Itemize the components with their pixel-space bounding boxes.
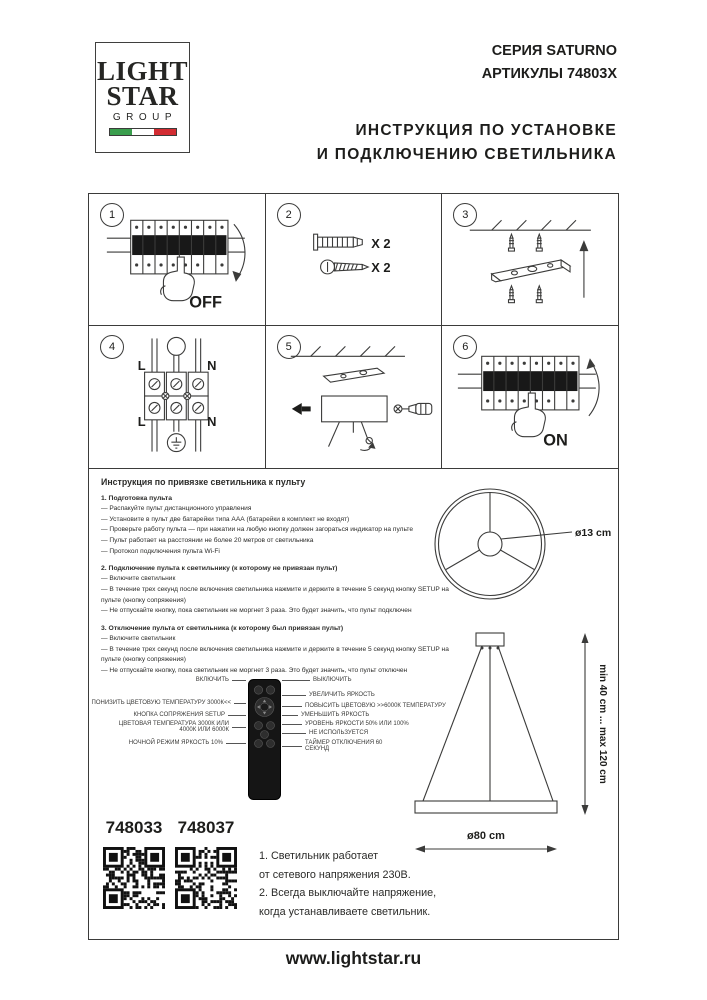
remote-label-unused: НЕ ИСПОЛЬЗУЕТСЯ [282, 730, 368, 736]
logo-word-light: LIGHT [96, 55, 189, 86]
remote-label-setup: КНОПКА СОПРЯЖЕНИЯ SETUP [133, 712, 246, 718]
panel-number: 2 [277, 203, 301, 227]
panel-5-canopy-mount [266, 326, 443, 468]
section-3-heading: 3. Отключение пульта от светильника (к которому был привязан пульт) [101, 625, 344, 633]
remote-label-power-off: ВЫКЛЮЧИТЬ [282, 677, 352, 683]
logo-word-star: STAR [106, 80, 179, 111]
wire-n-bot-label: N [207, 413, 217, 429]
brightness-level-button [267, 722, 275, 730]
dowel-qty-label: X 2 [370, 236, 391, 252]
panel-number: 1 [100, 203, 124, 227]
remote-label-brightness-down: УМЕНЬШИТЬ ЯРКОСТЬ [282, 712, 369, 718]
screwdriver-icon [394, 403, 432, 414]
panel-number: 6 [453, 335, 477, 359]
instruction-item: — Не отпускайте кнопку, пока светильник не моргнет 3 раза. Это будет значить, что пульт подключен [101, 607, 412, 615]
instruction-item: — В течение трех секунд после включения светильника нажмите и держите в течение 5 секунд кнопку SETUP на пульте (кнопку сопряжения) [101, 645, 449, 664]
panel-number: 3 [453, 203, 477, 227]
on-label: ON [543, 431, 569, 450]
grid-row-1 [89, 194, 618, 326]
lightstar-logo [95, 42, 190, 153]
diameter-80-label: ø80 cm [467, 830, 505, 842]
safety-warning [259, 847, 436, 921]
remote-label-brightness-up: УВЕЛИЧИТЬ ЯРКОСТЬ [282, 692, 375, 698]
instruction-item: — Протокол подключения пульта Wi-Fi [101, 547, 220, 555]
remote-label-lower-temp: ПОНИЗИТЬ ЦВЕТОВУЮ ТЕМПЕРАТУРУ 3000К<< [92, 700, 246, 706]
screw-up-icon [509, 286, 543, 303]
warning-line: 1. Светильник работает [259, 850, 379, 862]
remote-label-timer: ТАЙМЕР ОТКЛЮЧЕНИЯ 60 СЕКУНД [282, 740, 397, 752]
pendant-side-view-diagram [401, 621, 617, 863]
suspension-wires [328, 422, 367, 447]
diameter-13-label: ø13 cm [575, 527, 612, 539]
sheet-title-line2: И ПОДКЛЮЧЕНИЮ СВЕТИЛЬНИКА [316, 146, 617, 163]
lamp-top-view-diagram [424, 471, 617, 613]
panel-number: 5 [277, 335, 301, 359]
instruction-item: — Пульт работает на расстоянии не более 20 метров от светильника [101, 537, 314, 545]
night-mode-button [255, 740, 263, 748]
instruction-item: — Установите в пульт две батарейки типа ААА (батарейки в комплект не входят) [101, 515, 350, 523]
diameter-dimension [415, 830, 557, 853]
footer-url: www.lightstar.ru [285, 948, 422, 968]
warning-line: от сетевого напряжения 230В. [259, 868, 411, 881]
instruction-item: — Включите светильник [101, 575, 176, 583]
pairing-title: Инструкция по привязке светильника к пульту [101, 477, 306, 487]
warning-line: 2. Всегда выключайте напряжение, [259, 887, 437, 900]
timer-button [267, 740, 275, 748]
screw-qty-label: X 2 [370, 259, 391, 275]
instruction-item: — Включите светильник [101, 635, 176, 643]
setup-button [261, 703, 269, 711]
instruction-item: — Проверьте работу пульта — при нажатии на любую кнопку должен загораться индикатор на пульте [101, 526, 414, 534]
screw-up-icon [509, 234, 543, 251]
article-748037-label: 748037 [177, 818, 235, 837]
logo-word-group: GROUP [112, 112, 178, 124]
ground-symbol-icon [167, 434, 185, 452]
instruction-item: — Не отпускайте кнопку, пока светильник не моргнет 3 раза. Это будет значить, что пульт отключен [101, 667, 408, 675]
articles-title: АРТИКУЛЫ 74803X [481, 66, 617, 82]
canopy-icon [321, 396, 387, 422]
panel-number: 4 [100, 335, 124, 359]
remote-label-night-mode: НОЧНОЙ РЕЖИМ ЯРКОСТЬ 10% [129, 740, 246, 746]
unused-button [261, 731, 269, 739]
wall-plug-icon [313, 234, 362, 250]
sheet-title-line1: ИНСТРУКЦИЯ ПО УСТАНОВКЕ [355, 122, 617, 139]
screw-icon [320, 260, 368, 274]
remote-label-raise-temp: ПОВЫСИТЬ ЦВЕТОВУЮ >>6000К ТЕМПЕРАТУРУ [282, 703, 446, 709]
panel-3-bracket-mount [442, 194, 618, 325]
italian-flag-icon [109, 128, 177, 136]
section-1-heading: 1. Подготовка пульта [101, 495, 172, 502]
panel-4-wiring [89, 326, 266, 468]
qr-code-748033 [103, 847, 165, 909]
remote-label-brightness-level: УРОВЕНЬ ЯРКОСТИ 50% ИЛИ 100% [282, 721, 409, 727]
panel-1-breaker-off [89, 194, 266, 325]
instruction-grid [88, 193, 619, 940]
height-dimension [582, 633, 609, 815]
panel-2-fasteners [266, 194, 443, 325]
remote-control [248, 679, 281, 800]
article-748033-label: 748033 [105, 818, 163, 837]
remote-instructions-panel [89, 469, 618, 938]
panel-6-breaker-on [442, 326, 618, 468]
remote-label-color-temp: ЦВЕТОВАЯ ТЕМПЕРАТУРА 3000К ИЛИ 4000К ИЛИ 6000К [111, 721, 246, 733]
warning-line: когда устанавливаете светильник. [259, 905, 431, 918]
wire-l-top-label: L [137, 358, 146, 374]
section-2-heading: 2. Подключение пульта к светильнику (к которому не привязан пульт) [101, 565, 338, 573]
series-title: СЕРИЯ SATURNO [491, 43, 617, 59]
wire-n-top-label: N [207, 358, 217, 374]
instruction-item: — Распакуйте пульт дистанционного управления [101, 505, 252, 512]
small-screw-icon [360, 437, 374, 450]
power-on-button [254, 686, 262, 694]
off-label: OFF [189, 293, 222, 312]
remote-label-power-on: ВКЛЮЧИТЬ [196, 677, 246, 683]
grid-row-2 [89, 326, 618, 469]
height-label: min 40 cm ... max 120 cm [597, 664, 608, 784]
mount-bracket-icon [492, 260, 570, 282]
mount-bracket-icon [323, 368, 384, 382]
terminal-block-icon [145, 372, 209, 420]
wire-l-bot-label: L [137, 413, 146, 429]
left-arrow-icon [291, 403, 310, 415]
header-titles [317, 40, 617, 167]
instruction-item: — В течение трех секунд после включения светильника нажмите и держите в течение 5 секунд кнопку SETUP на пульте (кнопку сопряжения) [101, 586, 449, 604]
qr-code-748037 [175, 847, 237, 909]
power-off-button [266, 686, 274, 694]
color-temp-button [255, 722, 263, 730]
